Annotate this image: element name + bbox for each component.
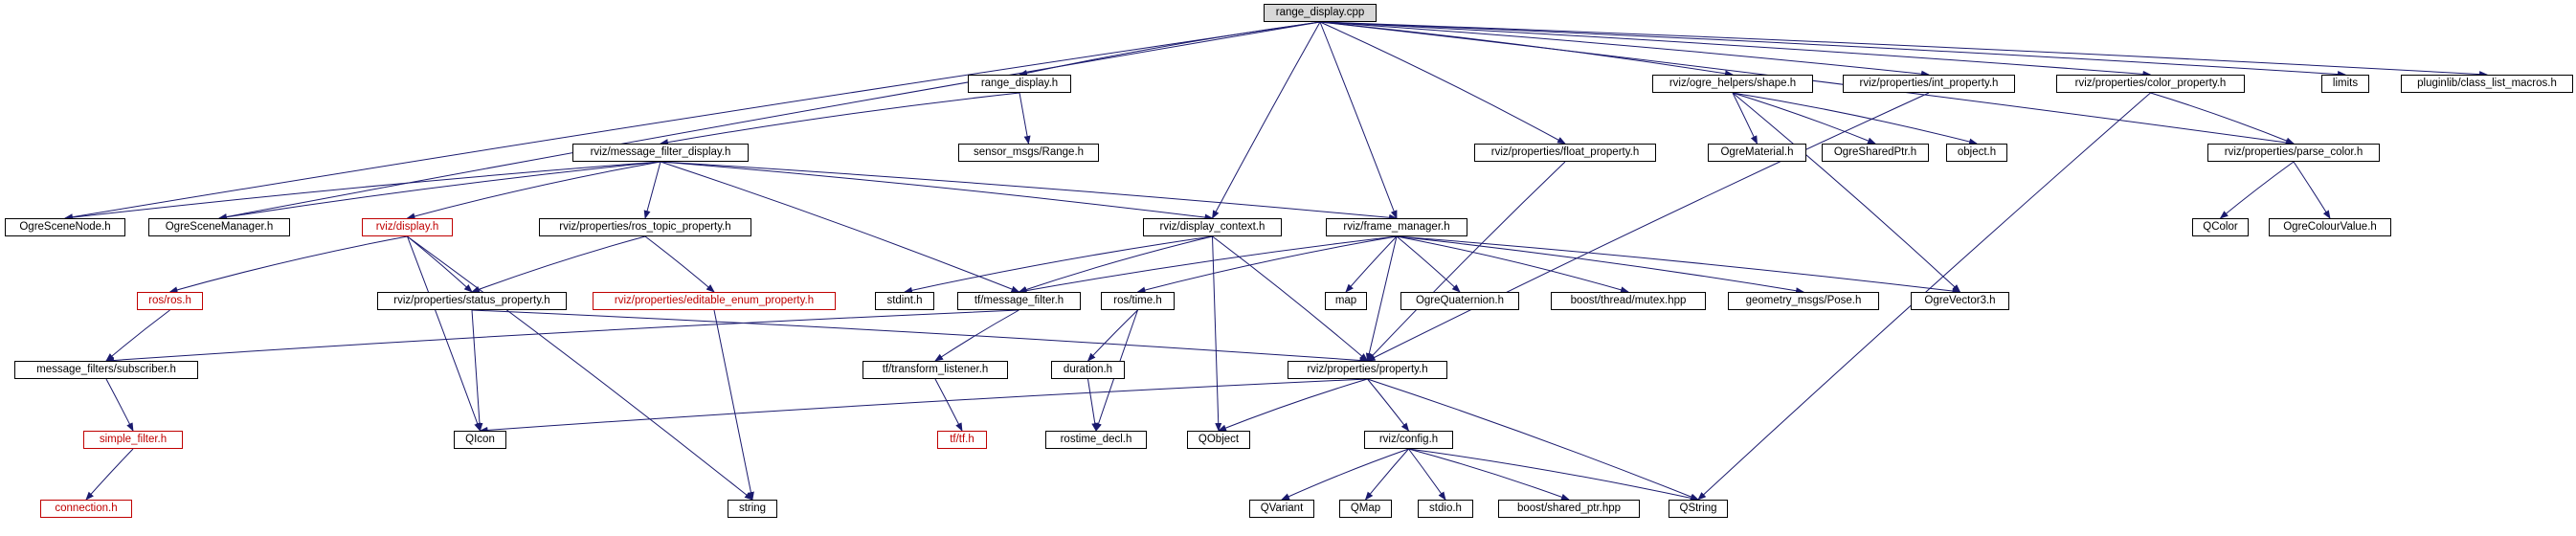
graph-edge — [1368, 162, 1566, 361]
graph-node-QVariant[interactable]: QVariant — [1249, 500, 1314, 518]
graph-node-boost-shared-ptr-hpp[interactable]: boost/shared_ptr.hpp — [1498, 500, 1640, 518]
graph-node-map[interactable]: map — [1325, 292, 1367, 310]
graph-node-string[interactable]: string — [728, 500, 777, 518]
graph-edge — [408, 236, 481, 431]
graph-node-OgreMaterial-h[interactable]: OgreMaterial.h — [1708, 144, 1806, 162]
graph-node-rviz-properties-ros-topic-property-h[interactable]: rviz/properties/ros_topic_property.h — [539, 218, 751, 236]
graph-node-ros-ros-h[interactable]: ros/ros.h — [137, 292, 203, 310]
graph-node-sensor-msgs-Range-h[interactable]: sensor_msgs/Range.h — [958, 144, 1099, 162]
graph-edge — [1366, 449, 1409, 500]
graph-node-rviz-properties-int-property-h[interactable]: rviz/properties/int_property.h — [1843, 75, 2015, 93]
graph-node-stdint-h[interactable]: stdint.h — [875, 292, 934, 310]
graph-edge — [1320, 22, 1929, 75]
graph-node-rviz-properties-color-property-h[interactable]: rviz/properties/color_property.h — [2056, 75, 2245, 93]
graph-node-OgreSceneNode-h[interactable]: OgreSceneNode.h — [5, 218, 125, 236]
graph-node-pluginlib-class-list-macros-h[interactable]: pluginlib/class_list_macros.h — [2401, 75, 2573, 93]
graph-node-rviz-properties-editable-enum-property-h[interactable]: rviz/properties/editable_enum_property.h — [593, 292, 836, 310]
graph-edge — [1019, 236, 1398, 292]
graph-edge — [2294, 162, 2330, 218]
graph-edge — [2221, 162, 2295, 218]
graph-edge — [1320, 22, 2345, 75]
graph-node-range-display-cpp[interactable]: range_display.cpp — [1264, 4, 1377, 22]
graph-node-rviz-display-h[interactable]: rviz/display.h — [362, 218, 453, 236]
graph-node-Qicon[interactable]: QIcon — [454, 431, 506, 449]
graph-node-QString[interactable]: QString — [1669, 500, 1728, 518]
graph-edge — [661, 162, 1213, 218]
graph-node-ros-time-h[interactable]: ros/time.h — [1101, 292, 1175, 310]
graph-edge — [86, 449, 133, 500]
graph-edge — [1733, 93, 1977, 144]
graph-edge — [1019, 236, 1213, 292]
graph-edge — [1397, 236, 1460, 292]
graph-edge — [935, 379, 962, 431]
graph-edge — [1320, 22, 2487, 75]
graph-node-rviz-properties-status-property-h[interactable]: rviz/properties/status_property.h — [377, 292, 567, 310]
graph-edge — [661, 162, 1397, 218]
graph-edge — [1019, 93, 1029, 144]
graph-edge — [1138, 236, 1398, 292]
graph-node-boost-thread-mutex-hpp[interactable]: boost/thread/mutex.hpp — [1551, 292, 1706, 310]
graph-edge — [481, 379, 1368, 431]
graph-edge — [106, 379, 133, 431]
graph-edge — [645, 162, 661, 218]
graph-node-QObject[interactable]: QObject — [1187, 431, 1250, 449]
graph-node-OgreColourValue-h[interactable]: OgreColourValue.h — [2269, 218, 2391, 236]
graph-edge — [1213, 236, 1220, 431]
graph-node-OgreQuaternion-h[interactable]: OgreQuaternion.h — [1400, 292, 1519, 310]
graph-edge — [408, 162, 661, 218]
graph-edge — [1409, 449, 1446, 500]
graph-node-QColor[interactable]: QColor — [2192, 218, 2249, 236]
graph-edge — [1320, 22, 1565, 144]
graph-edge — [645, 236, 714, 292]
graph-node-OgreSharedPtr-h[interactable]: OgreSharedPtr.h — [1822, 144, 1929, 162]
graph-edge — [1368, 236, 1398, 361]
graph-edge — [106, 310, 1019, 361]
graph-node-tf-transform-listener-h[interactable]: tf/transform_listener.h — [862, 361, 1008, 379]
graph-edge — [714, 310, 752, 500]
graph-edge — [1733, 93, 1758, 144]
graph-node-rviz-properties-property-h[interactable]: rviz/properties/property.h — [1288, 361, 1447, 379]
graph-edge — [472, 236, 645, 292]
graph-edge — [2151, 93, 2295, 144]
graph-edge — [935, 310, 1019, 361]
graph-edge — [408, 236, 473, 292]
graph-edge — [1282, 449, 1409, 500]
graph-edge — [65, 162, 661, 218]
graph-edge — [1320, 22, 1397, 218]
graph-node-duration-h[interactable]: duration.h — [1051, 361, 1125, 379]
graph-edge — [65, 22, 1320, 218]
graph-edge — [472, 310, 1368, 361]
graph-node-OgreSceneManager-h[interactable]: OgreSceneManager.h — [148, 218, 290, 236]
graph-edge — [472, 310, 481, 431]
graph-node-connection-h[interactable]: connection.h — [40, 500, 132, 518]
graph-node-message-filters-subscriber-h[interactable]: message_filters/subscriber.h — [14, 361, 198, 379]
graph-node-rviz-message-filter-display-h[interactable]: rviz/message_filter_display.h — [572, 144, 749, 162]
graph-edge — [1088, 379, 1097, 431]
graph-edge — [1213, 22, 1321, 218]
graph-edge — [1368, 379, 1409, 431]
graph-node-range-display-h[interactable]: range_display.h — [968, 75, 1071, 93]
graph-node-rviz-frame-manager-h[interactable]: rviz/frame_manager.h — [1326, 218, 1467, 236]
graph-node-geometry-msgs-Pose-h[interactable]: geometry_msgs/Pose.h — [1728, 292, 1879, 310]
graph-edge — [1409, 449, 1570, 500]
graph-node-limits[interactable]: limits — [2321, 75, 2369, 93]
graph-edge — [219, 22, 1320, 218]
graph-edge — [1320, 22, 2151, 75]
graph-edge — [1733, 93, 1875, 144]
graph-node-rviz-properties-float-property-h[interactable]: rviz/properties/float_property.h — [1474, 144, 1656, 162]
graph-node-rostime-decl-h[interactable]: rostime_decl.h — [1045, 431, 1147, 449]
graph-edge — [1088, 310, 1138, 361]
graph-edge — [1320, 22, 1733, 75]
graph-node-tf-tf-h[interactable]: tf/tf.h — [937, 431, 987, 449]
graph-node-rviz-properties-parse-color-h[interactable]: rviz/properties/parse_color.h — [2207, 144, 2380, 162]
graph-node-rviz-display-context-h[interactable]: rviz/display_context.h — [1143, 218, 1282, 236]
graph-node-simple-filter-h[interactable]: simple_filter.h — [83, 431, 183, 449]
graph-edge — [1397, 236, 1628, 292]
graph-node-rviz-ogre-helpers-shape-h[interactable]: rviz/ogre_helpers/shape.h — [1652, 75, 1813, 93]
graph-edge — [1733, 93, 1960, 292]
graph-edge — [1346, 236, 1397, 292]
graph-node-stdio-h[interactable]: stdio.h — [1418, 500, 1473, 518]
graph-node-QMap[interactable]: QMap — [1339, 500, 1392, 518]
graph-node-object-h[interactable]: object.h — [1946, 144, 2007, 162]
graph-node-OgreVector3-h[interactable]: OgreVector3.h — [1911, 292, 2009, 310]
graph-edge — [219, 162, 661, 218]
graph-node-rviz-config-h[interactable]: rviz/config.h — [1364, 431, 1453, 449]
graph-edge — [1397, 236, 1803, 292]
graph-node-tf-message-filter-h[interactable]: tf/message_filter.h — [957, 292, 1081, 310]
graph-edge — [661, 93, 1019, 144]
graph-edge — [408, 236, 753, 500]
graph-edge — [1397, 236, 1960, 292]
graph-edge — [905, 236, 1213, 292]
graph-edge — [1409, 449, 1699, 500]
graph-edge — [170, 236, 408, 292]
graph-edge — [1219, 379, 1368, 431]
graph-edge — [106, 310, 170, 361]
graph-edge — [1019, 22, 1320, 75]
